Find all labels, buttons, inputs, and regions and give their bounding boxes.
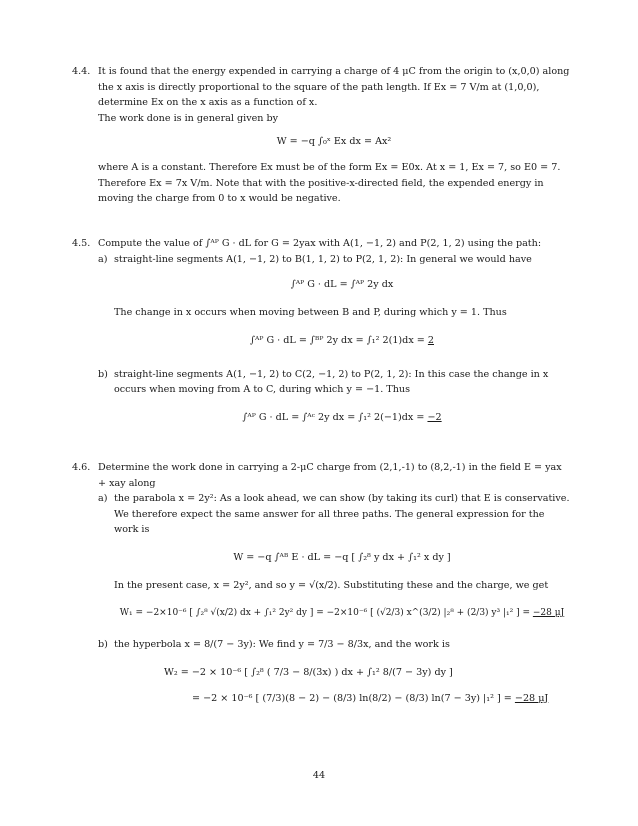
part-text: the hyperbola x = 8/(7 − 3y): We find y = 7/3 − 8/3x, and the work is <box>114 639 450 650</box>
equation: W = −q ∫ᴬᴮ E · dL = −q [ ∫₂⁸ y dx + ∫₁² x dy ] <box>233 551 451 563</box>
equation-result: −28 μJ <box>532 608 565 618</box>
equation-lhs: ∫ᴬᴾ G · dL = ∫ᴮᴾ 2y dx = ∫₁² 2(1)dx = <box>249 334 425 346</box>
equation <box>114 691 570 707</box>
part-label: b) <box>98 368 108 380</box>
part-text: straight-line segments A(1, −1, 2) to B(1, 1, 2) to P(2, 1, 2): In general we would have <box>114 253 532 265</box>
solution-text: The work done is in general given by <box>98 112 279 124</box>
equation: W₂ = −2 × 10⁻⁶ [ ∫₂⁸ ( 7/3 − 8/(3x) ) dx + ∫₁² 8/(7 − 3y) dy ] <box>164 666 453 678</box>
problem-4-6 <box>72 460 570 707</box>
part-text: the parabola x = 2y²: As a look ahead, we can show (by taking its curl) that E is conservative. We therefore expect the same answer for all three paths. The general expression for the work is <box>114 493 570 535</box>
part-b <box>98 367 570 426</box>
problem-4-5 <box>72 236 570 426</box>
equation: ∫ᴬᴾ G · dL = ∫ᴬᴾ 2y dx <box>290 279 394 290</box>
equation: W = −q ∫₀ˣ Ex dx = Ax² <box>276 136 392 147</box>
part-text: The change in x occurs when moving between B and P, during which y = 1. Thus <box>114 307 507 318</box>
equation <box>114 410 570 426</box>
part-b <box>98 637 570 707</box>
equation-lhs: ∫ᴬᴾ G · dL = ∫ᴬᶜ 2y dx = ∫₁² 2(−1)dx = <box>242 411 425 423</box>
part-label: b) <box>98 639 108 650</box>
part-text: In the present case, x = 2y², and so y = √(x/2). Substituting these and the charge, we get <box>114 579 549 591</box>
problem-statement: It is found that the energy expended in carrying a charge of 4 μC from the origin to (x,0,0) along the x axis is directly proportional to the square of the path length. If Ex = 7 V/m at (1,0,0), determine Ex on the x axis as a function of x. <box>98 66 570 108</box>
problem-number: 4.4. <box>72 66 91 77</box>
equation-lhs: = −2 × 10⁻⁶ [ (7/3)(8 − 2) − (8/3) ln(8/2) − (8/3) ln(7 − 3y) |₁² ] = <box>192 692 512 704</box>
equation-lhs: W₁ = −2×10⁻⁶ [ ∫₂⁸ √(x/2) dx + ∫₁² 2y² dy ] = −2×10⁻⁶ [ (√2/3) x^(3/2) |₂⁸ + (2/3) y³ |₁² ] = <box>119 608 531 618</box>
problem-statement: Compute the value of ∫ᴬᴾ G · dL for G = 2yax with A(1, −1, 2) and P(2, 1, 2) using the path: <box>98 238 542 249</box>
equation-result: −28 μJ <box>514 692 549 704</box>
part-label: a) <box>98 493 108 504</box>
part-a <box>98 252 570 349</box>
problem-number: 4.6. <box>72 462 91 473</box>
equation-result: −2 <box>427 411 442 423</box>
part-text: straight-line segments A(1, −1, 2) to C(2, −1, 2) to P(2, 1, 2): In this case the change in x occurs when moving from A to C, during which y = −1. Thus <box>114 368 549 395</box>
part-a <box>98 491 570 621</box>
problem-statement: Determine the work done in carrying a 2-μC charge from (2,1,-1) to (8,2,-1) in the field E = yax + xay along <box>98 462 562 489</box>
problem-number: 4.5. <box>72 238 91 249</box>
equation-result: 2 <box>427 334 434 346</box>
part-label: a) <box>98 253 108 265</box>
page-number: 44 <box>312 770 326 781</box>
solution-text: where A is a constant. Therefore Ex must be of the form Ex = E0x. At x = 1, Ex = 7, so E0 = 7. Therefore Ex = 7x V/m. Note that with the positive-x-directed field, the expended energy in moving the charge from 0 to x would be negative. <box>98 162 561 204</box>
equation <box>114 605 570 621</box>
equation <box>114 333 570 349</box>
problem-4-4 <box>72 64 570 207</box>
